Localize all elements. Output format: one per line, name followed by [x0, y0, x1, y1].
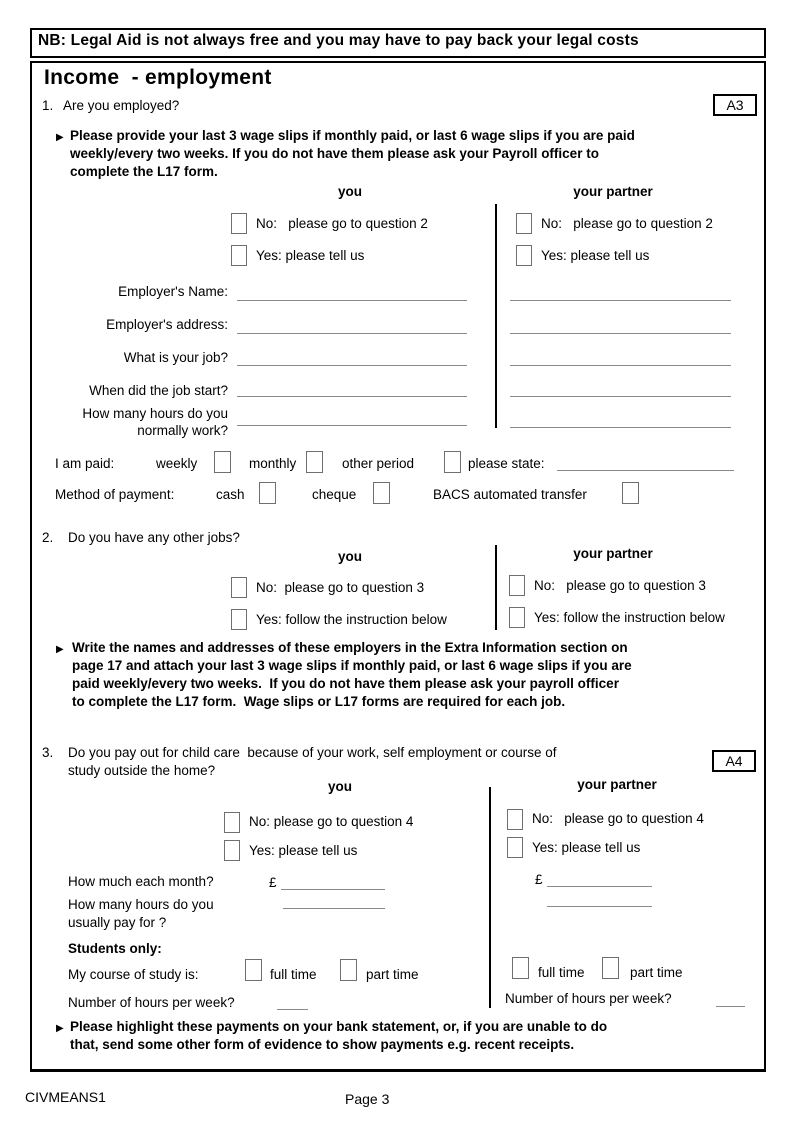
hours-label-line2: normally work?	[137, 423, 228, 438]
q2-note-line: to complete the L17 form. Wage slips or L17 forms are required for each job.	[72, 694, 566, 709]
q3-col-header-you: you	[327, 779, 352, 794]
q2-you-yes-checkbox[interactable]	[231, 609, 247, 630]
q2-partner-no-checkbox[interactable]	[509, 575, 525, 596]
method-label: Method of payment:	[55, 487, 175, 502]
how-much-input-partner[interactable]	[547, 886, 652, 887]
q1-number: 1.	[42, 98, 54, 113]
q3-partner-yes-label: Yes: please tell us	[532, 840, 641, 855]
q1-you-yes-label: Yes: please tell us	[256, 248, 365, 263]
note-marker-icon: ▶	[56, 644, 64, 655]
q1-note-line: complete the L17 form.	[70, 164, 218, 179]
q1-partner-yes-label: Yes: please tell us	[541, 248, 650, 263]
q1-column-divider	[495, 204, 497, 428]
q3-ref-badge: A4	[712, 750, 756, 772]
q3-you-no-label: No: please go to question 4	[249, 814, 414, 829]
paid-monthly-label: monthly	[249, 456, 297, 471]
q1-you-no-label: No: please go to question 2	[256, 216, 428, 231]
paid-label: I am paid:	[55, 456, 115, 471]
how-much-input-you[interactable]	[281, 889, 385, 890]
course-parttime-checkbox-you[interactable]	[340, 959, 357, 981]
course-fulltime-label-partner: full time	[538, 965, 585, 980]
q3-number: 3.	[42, 745, 54, 760]
job-label: What is your job?	[123, 350, 228, 365]
q3-partner-no-checkbox[interactable]	[507, 809, 523, 830]
note-marker-icon: ▶	[56, 1023, 64, 1034]
paid-weekly-checkbox[interactable]	[214, 451, 231, 473]
hours-per-week-label-partner: Number of hours per week?	[505, 991, 672, 1006]
q2-you-no-checkbox[interactable]	[231, 577, 247, 598]
employer-address-input-partner[interactable]	[510, 333, 731, 334]
paid-please-state-input[interactable]	[557, 470, 734, 471]
q3-note-line: that, send some other form of evidence to show payments e.g. recent receipts.	[70, 1037, 575, 1052]
paid-other-label: other period	[342, 456, 415, 471]
q1-note-line: weekly/every two weeks. If you do not have them please ask your Payroll officer to	[70, 146, 599, 161]
method-cash-checkbox[interactable]	[259, 482, 276, 504]
job-start-input-partner[interactable]	[510, 396, 731, 397]
pay-hours-label-line1: How many hours do you	[68, 897, 214, 912]
paid-other-checkbox[interactable]	[444, 451, 461, 473]
q1-ref-badge: A3	[713, 94, 757, 116]
course-parttime-label-you: part time	[366, 967, 419, 982]
pay-hours-label-line2: usually pay for ?	[68, 915, 167, 930]
job-start-label: When did the job start?	[89, 383, 228, 398]
method-cash-label: cash	[216, 487, 245, 502]
q3-column-divider	[489, 787, 491, 1008]
hours-per-week-label-you: Number of hours per week?	[68, 995, 235, 1010]
q3-note-line: Please highlight these payments on your bank statement, or, if you are unable to do	[70, 1019, 608, 1034]
q2-you-no-label: No: please go to question 3	[256, 580, 425, 595]
q3-you-yes-checkbox[interactable]	[224, 840, 240, 861]
q2-col-header-you: you	[337, 549, 362, 564]
q3-question-line1: Do you pay out for child care because of your work, self employment or course of	[68, 745, 557, 760]
q2-number: 2.	[42, 530, 54, 545]
q2-note-line: page 17 and attach your last 3 wage slips if monthly paid, or last 6 wage slips if you are	[72, 658, 632, 673]
pound-sign-you: £	[269, 875, 277, 890]
course-parttime-label-partner: part time	[630, 965, 683, 980]
q2-col-header-partner: your partner	[573, 546, 653, 561]
q1-col-header-you: you	[337, 184, 362, 199]
q3-col-header-partner: your partner	[577, 777, 657, 792]
q3-question-line2: study outside the home?	[68, 763, 216, 778]
method-bacs-label: BACS automated transfer	[433, 487, 587, 502]
paid-monthly-checkbox[interactable]	[306, 451, 323, 473]
course-fulltime-checkbox-partner[interactable]	[512, 957, 529, 979]
pound-sign-partner: £	[535, 872, 543, 887]
employer-name-label: Employer's Name:	[118, 284, 228, 299]
hours-per-week-input-you[interactable]	[277, 1009, 308, 1010]
course-of-study-label: My course of study is:	[68, 967, 199, 982]
method-bacs-checkbox[interactable]	[622, 482, 639, 504]
hours-label-line1: How many hours do you	[82, 406, 228, 421]
hours-input-partner[interactable]	[510, 427, 731, 428]
q1-you-no-checkbox[interactable]	[231, 213, 247, 234]
q3-partner-yes-checkbox[interactable]	[507, 837, 523, 858]
pay-hours-input-partner[interactable]	[547, 906, 652, 907]
q3-you-no-checkbox[interactable]	[224, 812, 240, 833]
q1-partner-yes-checkbox[interactable]	[516, 245, 532, 266]
course-fulltime-checkbox-you[interactable]	[245, 959, 262, 981]
page-number: Page 3	[345, 1091, 390, 1107]
job-input-you[interactable]	[237, 365, 467, 366]
q3-you-yes-label: Yes: please tell us	[249, 843, 358, 858]
q3-partner-no-label: No: please go to question 4	[532, 811, 704, 826]
q2-question: Do you have any other jobs?	[68, 530, 240, 545]
hours-per-week-input-partner[interactable]	[716, 1006, 745, 1007]
q1-note-line: Please provide your last 3 wage slips if monthly paid, or last 6 wage slips if you are paid	[70, 128, 635, 143]
method-cheque-label: cheque	[312, 487, 357, 502]
q1-partner-no-checkbox[interactable]	[516, 213, 532, 234]
form-code: CIVMEANS1	[25, 1089, 106, 1105]
paid-weekly-label: weekly	[156, 456, 198, 471]
q2-note-line: paid weekly/every two weeks. If you do not have them please ask your payroll officer	[72, 676, 619, 691]
q2-partner-no-label: No: please go to question 3	[534, 578, 706, 593]
hours-input-you[interactable]	[237, 425, 467, 426]
note-marker-icon: ▶	[56, 132, 64, 143]
q2-you-yes-label: Yes: follow the instruction below	[256, 612, 447, 627]
q2-partner-yes-label: Yes: follow the instruction below	[534, 610, 725, 625]
q2-note-line: Write the names and addresses of these employers in the Extra Information section on	[72, 640, 628, 655]
nb-banner-text: NB: Legal Aid is not always free and you may have to pay back your legal costs	[38, 32, 639, 49]
employer-address-input-you[interactable]	[237, 333, 467, 334]
employer-address-label: Employer's address:	[106, 317, 228, 332]
q1-question: Are you employed?	[63, 98, 180, 113]
job-input-partner[interactable]	[510, 365, 731, 366]
paid-please-state-label: please state:	[468, 456, 545, 471]
q1-col-header-partner: your partner	[573, 184, 653, 199]
job-start-input-you[interactable]	[237, 396, 467, 397]
method-cheque-checkbox[interactable]	[373, 482, 390, 504]
q2-column-divider	[495, 545, 497, 630]
pay-hours-input-you[interactable]	[283, 908, 385, 909]
employer-name-input-you[interactable]	[237, 300, 467, 301]
course-parttime-checkbox-partner[interactable]	[602, 957, 619, 979]
course-fulltime-label-you: full time	[270, 967, 317, 982]
q1-partner-no-label: No: please go to question 2	[541, 216, 713, 231]
students-only-label: Students only:	[68, 941, 162, 956]
page-title: Income - employment	[44, 66, 272, 89]
how-much-label: How much each month?	[68, 874, 214, 889]
q2-partner-yes-checkbox[interactable]	[509, 607, 525, 628]
employer-name-input-partner[interactable]	[510, 300, 731, 301]
q1-you-yes-checkbox[interactable]	[231, 245, 247, 266]
